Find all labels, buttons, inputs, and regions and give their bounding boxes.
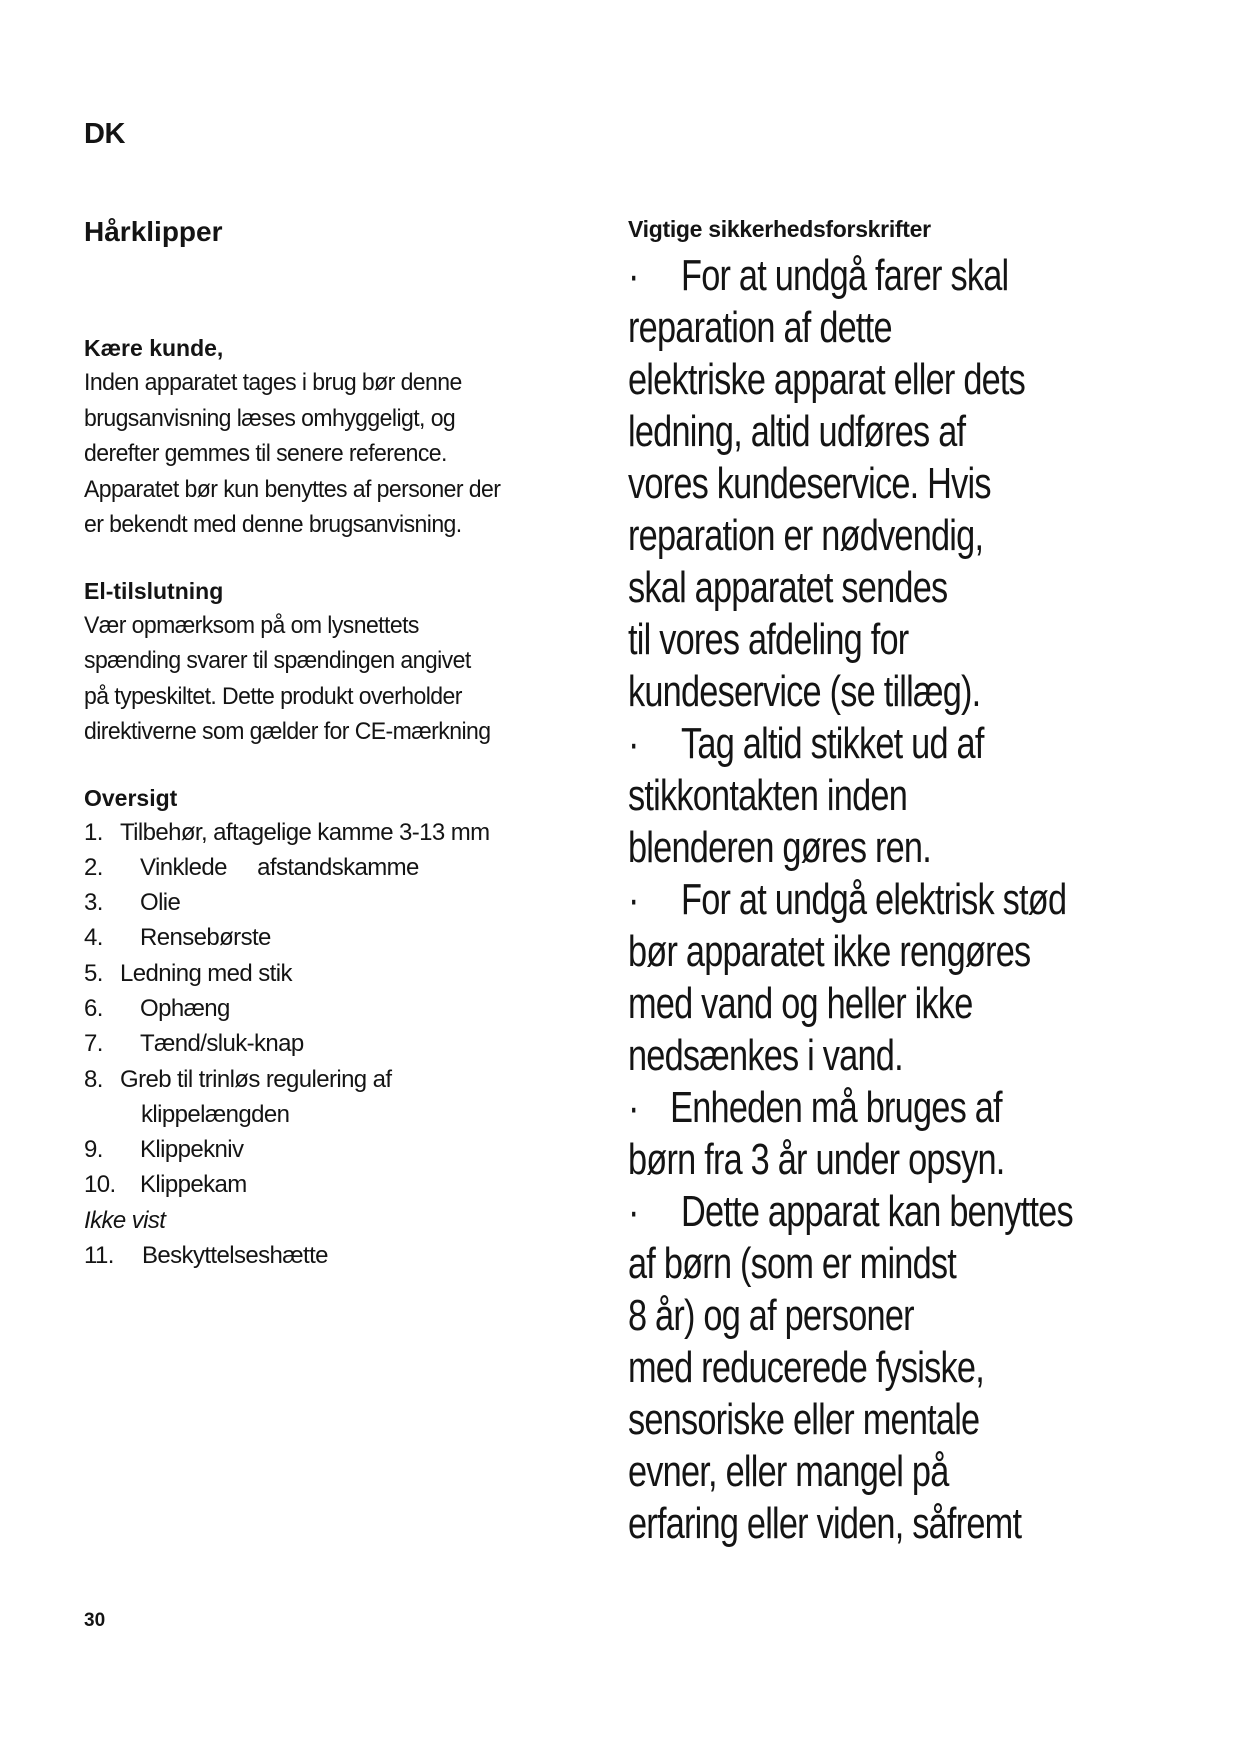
safety-line-text: til vores afdeling for xyxy=(628,615,909,664)
item-number: 5. xyxy=(84,959,103,987)
item-number: 6. xyxy=(84,994,103,1022)
item-text: Olie xyxy=(140,889,181,917)
safety-line-text: elektriske apparat eller dets xyxy=(628,355,1026,404)
safety-line xyxy=(628,302,1096,354)
electric-heading: El-tilslutning xyxy=(84,577,224,604)
safety-bullet-line xyxy=(628,874,1096,926)
list-item xyxy=(84,1026,604,1061)
item-text: Rensebørste xyxy=(140,924,271,952)
overview-list xyxy=(84,815,604,1203)
list-item xyxy=(84,850,604,885)
safety-bullet-line xyxy=(628,1082,1096,1134)
greeting-heading: Kære kunde, xyxy=(84,335,224,361)
safety-bullet-line xyxy=(628,1186,1096,1238)
safety-line-text: kundeservice (se tillæg). xyxy=(628,667,981,716)
greeting-line: Apparatet bør kun benyttes af personer der xyxy=(84,475,501,503)
item-number: 8. xyxy=(84,1065,103,1093)
item-text: Greb til trinløs regulering af xyxy=(120,1065,392,1093)
bullet-icon: · xyxy=(628,1083,639,1132)
electric-section xyxy=(84,575,604,750)
safety-line-text: stikkontakten inden xyxy=(628,771,907,820)
safety-line-text: For at undgå elektrisk stød xyxy=(681,875,1067,924)
bullet-icon: · xyxy=(628,875,639,924)
bullet-icon: · xyxy=(628,1187,639,1236)
item-text: klippelængden xyxy=(141,1100,290,1128)
greeting-line: er bekendt med denne brugsanvisning. xyxy=(84,511,462,538)
safety-line xyxy=(628,770,1096,822)
safety-line-text: erfaring eller viden, såfremt xyxy=(628,1499,1022,1548)
safety-line xyxy=(628,614,1096,666)
safety-line-text: nedsænkes i vand. xyxy=(628,1031,903,1080)
list-item xyxy=(84,1167,604,1202)
item-text: Klippekniv xyxy=(140,1136,244,1164)
safety-line-text: skal apparatet sendes xyxy=(628,563,948,612)
list-item xyxy=(84,956,604,991)
safety-line-text: ledning, altid udføres af xyxy=(628,407,966,456)
safety-line xyxy=(628,1030,1096,1082)
item-number: 10. xyxy=(84,1171,116,1199)
safety-line xyxy=(628,1498,1096,1550)
not-shown-list xyxy=(84,1238,604,1273)
item-text: Vinklede afstandskamme xyxy=(140,853,419,881)
item-text: Beskyttelseshætte xyxy=(142,1241,328,1269)
list-item xyxy=(84,1062,604,1097)
overview-heading: Oversigt xyxy=(84,784,178,811)
list-item xyxy=(84,885,604,920)
safety-line xyxy=(628,510,1096,562)
greeting-line: derefter gemmes til senere reference. xyxy=(84,440,447,467)
safety-heading: Vigtige sikkerhedsforskrifter xyxy=(628,216,931,242)
safety-line-text: reparation af dette xyxy=(628,303,892,352)
safety-line-text: evner, eller mangel på xyxy=(628,1447,949,1496)
electric-line: direktiverne som gælder for CE-mærkning xyxy=(84,718,491,745)
greeting-line: brugsanvisning læses omhyggeligt, og xyxy=(84,404,456,432)
not-shown-label: Ikke vist xyxy=(84,1206,166,1234)
electric-line: på typeskiltet. Dette produkt overholder xyxy=(84,682,462,710)
safety-line xyxy=(628,406,1096,458)
safety-line-text: med reducerede fysiske, xyxy=(628,1343,984,1392)
safety-line-text: Dette apparat kan benyttes xyxy=(681,1187,1073,1236)
right-column xyxy=(628,212,1228,1550)
page-title: Hårklipper xyxy=(84,216,223,247)
bullet-icon: · xyxy=(628,719,639,768)
left-column xyxy=(84,215,604,1273)
list-item xyxy=(84,920,604,955)
item-number: 4. xyxy=(84,924,103,952)
overview-section xyxy=(84,782,604,1274)
item-number: 9. xyxy=(84,1136,103,1164)
safety-line xyxy=(628,1394,1096,1446)
list-item xyxy=(84,1097,604,1132)
safety-line-text: blenderen gøres ren. xyxy=(628,823,932,872)
safety-line xyxy=(628,1134,1096,1186)
item-text: Ledning med stik xyxy=(120,959,292,987)
safety-line-text: af børn (som er mindst xyxy=(628,1239,957,1288)
list-item xyxy=(84,815,604,850)
safety-line xyxy=(628,562,1096,614)
safety-line-text: med vand og heller ikke xyxy=(628,979,973,1028)
safety-line-text: For at undgå farer skal xyxy=(681,251,1009,300)
safety-line xyxy=(628,1446,1096,1498)
safety-line-text: reparation er nødvendig, xyxy=(628,511,984,560)
safety-line-text: Enheden må bruges af xyxy=(670,1083,1002,1132)
safety-line xyxy=(628,822,1096,874)
greeting-section xyxy=(84,332,604,543)
safety-text xyxy=(628,250,1096,1550)
item-text: Tænd/sluk-knap xyxy=(140,1030,304,1058)
safety-line xyxy=(628,666,1096,718)
safety-line xyxy=(628,1342,1096,1394)
list-item xyxy=(84,1132,604,1167)
item-number: 7. xyxy=(84,1030,103,1058)
safety-line xyxy=(628,354,1096,406)
item-number: 1. xyxy=(84,818,103,846)
item-text: Ophæng xyxy=(140,994,230,1022)
safety-bullet-line xyxy=(628,718,1096,770)
list-item xyxy=(84,1238,604,1273)
safety-line xyxy=(628,458,1096,510)
item-text: Klippekam xyxy=(140,1171,247,1199)
electric-line: Vær opmærksom på om lysnettets xyxy=(84,611,419,639)
safety-line-text: vores kundeservice. Hvis xyxy=(628,459,991,508)
safety-line-text: børn fra 3 år under opsyn. xyxy=(628,1135,1005,1184)
safety-line xyxy=(628,926,1096,978)
safety-line-text: bør apparatet ikke rengøres xyxy=(628,927,1031,976)
language-code: DK xyxy=(84,118,125,150)
item-number: 2. xyxy=(84,853,103,881)
safety-line xyxy=(628,978,1096,1030)
safety-bullet-line xyxy=(628,250,1096,302)
safety-line-text: Tag altid stikket ud af xyxy=(681,719,984,768)
safety-line-text: 8 år) og af personer xyxy=(628,1291,914,1340)
item-text: Tilbehør, aftagelige kamme 3-13 mm xyxy=(120,818,490,846)
page-number: 30 xyxy=(84,1610,106,1631)
list-item xyxy=(84,991,604,1026)
bullet-icon: · xyxy=(628,251,639,300)
item-number: 11. xyxy=(84,1241,114,1269)
electric-line: spænding svarer til spændingen angivet xyxy=(84,647,471,674)
safety-line xyxy=(628,1238,1096,1290)
safety-line xyxy=(628,1290,1096,1342)
safety-line-text: sensoriske eller mentale xyxy=(628,1395,980,1444)
item-number: 3. xyxy=(84,889,103,917)
greeting-line: Inden apparatet tages i brug bør denne xyxy=(84,369,462,396)
